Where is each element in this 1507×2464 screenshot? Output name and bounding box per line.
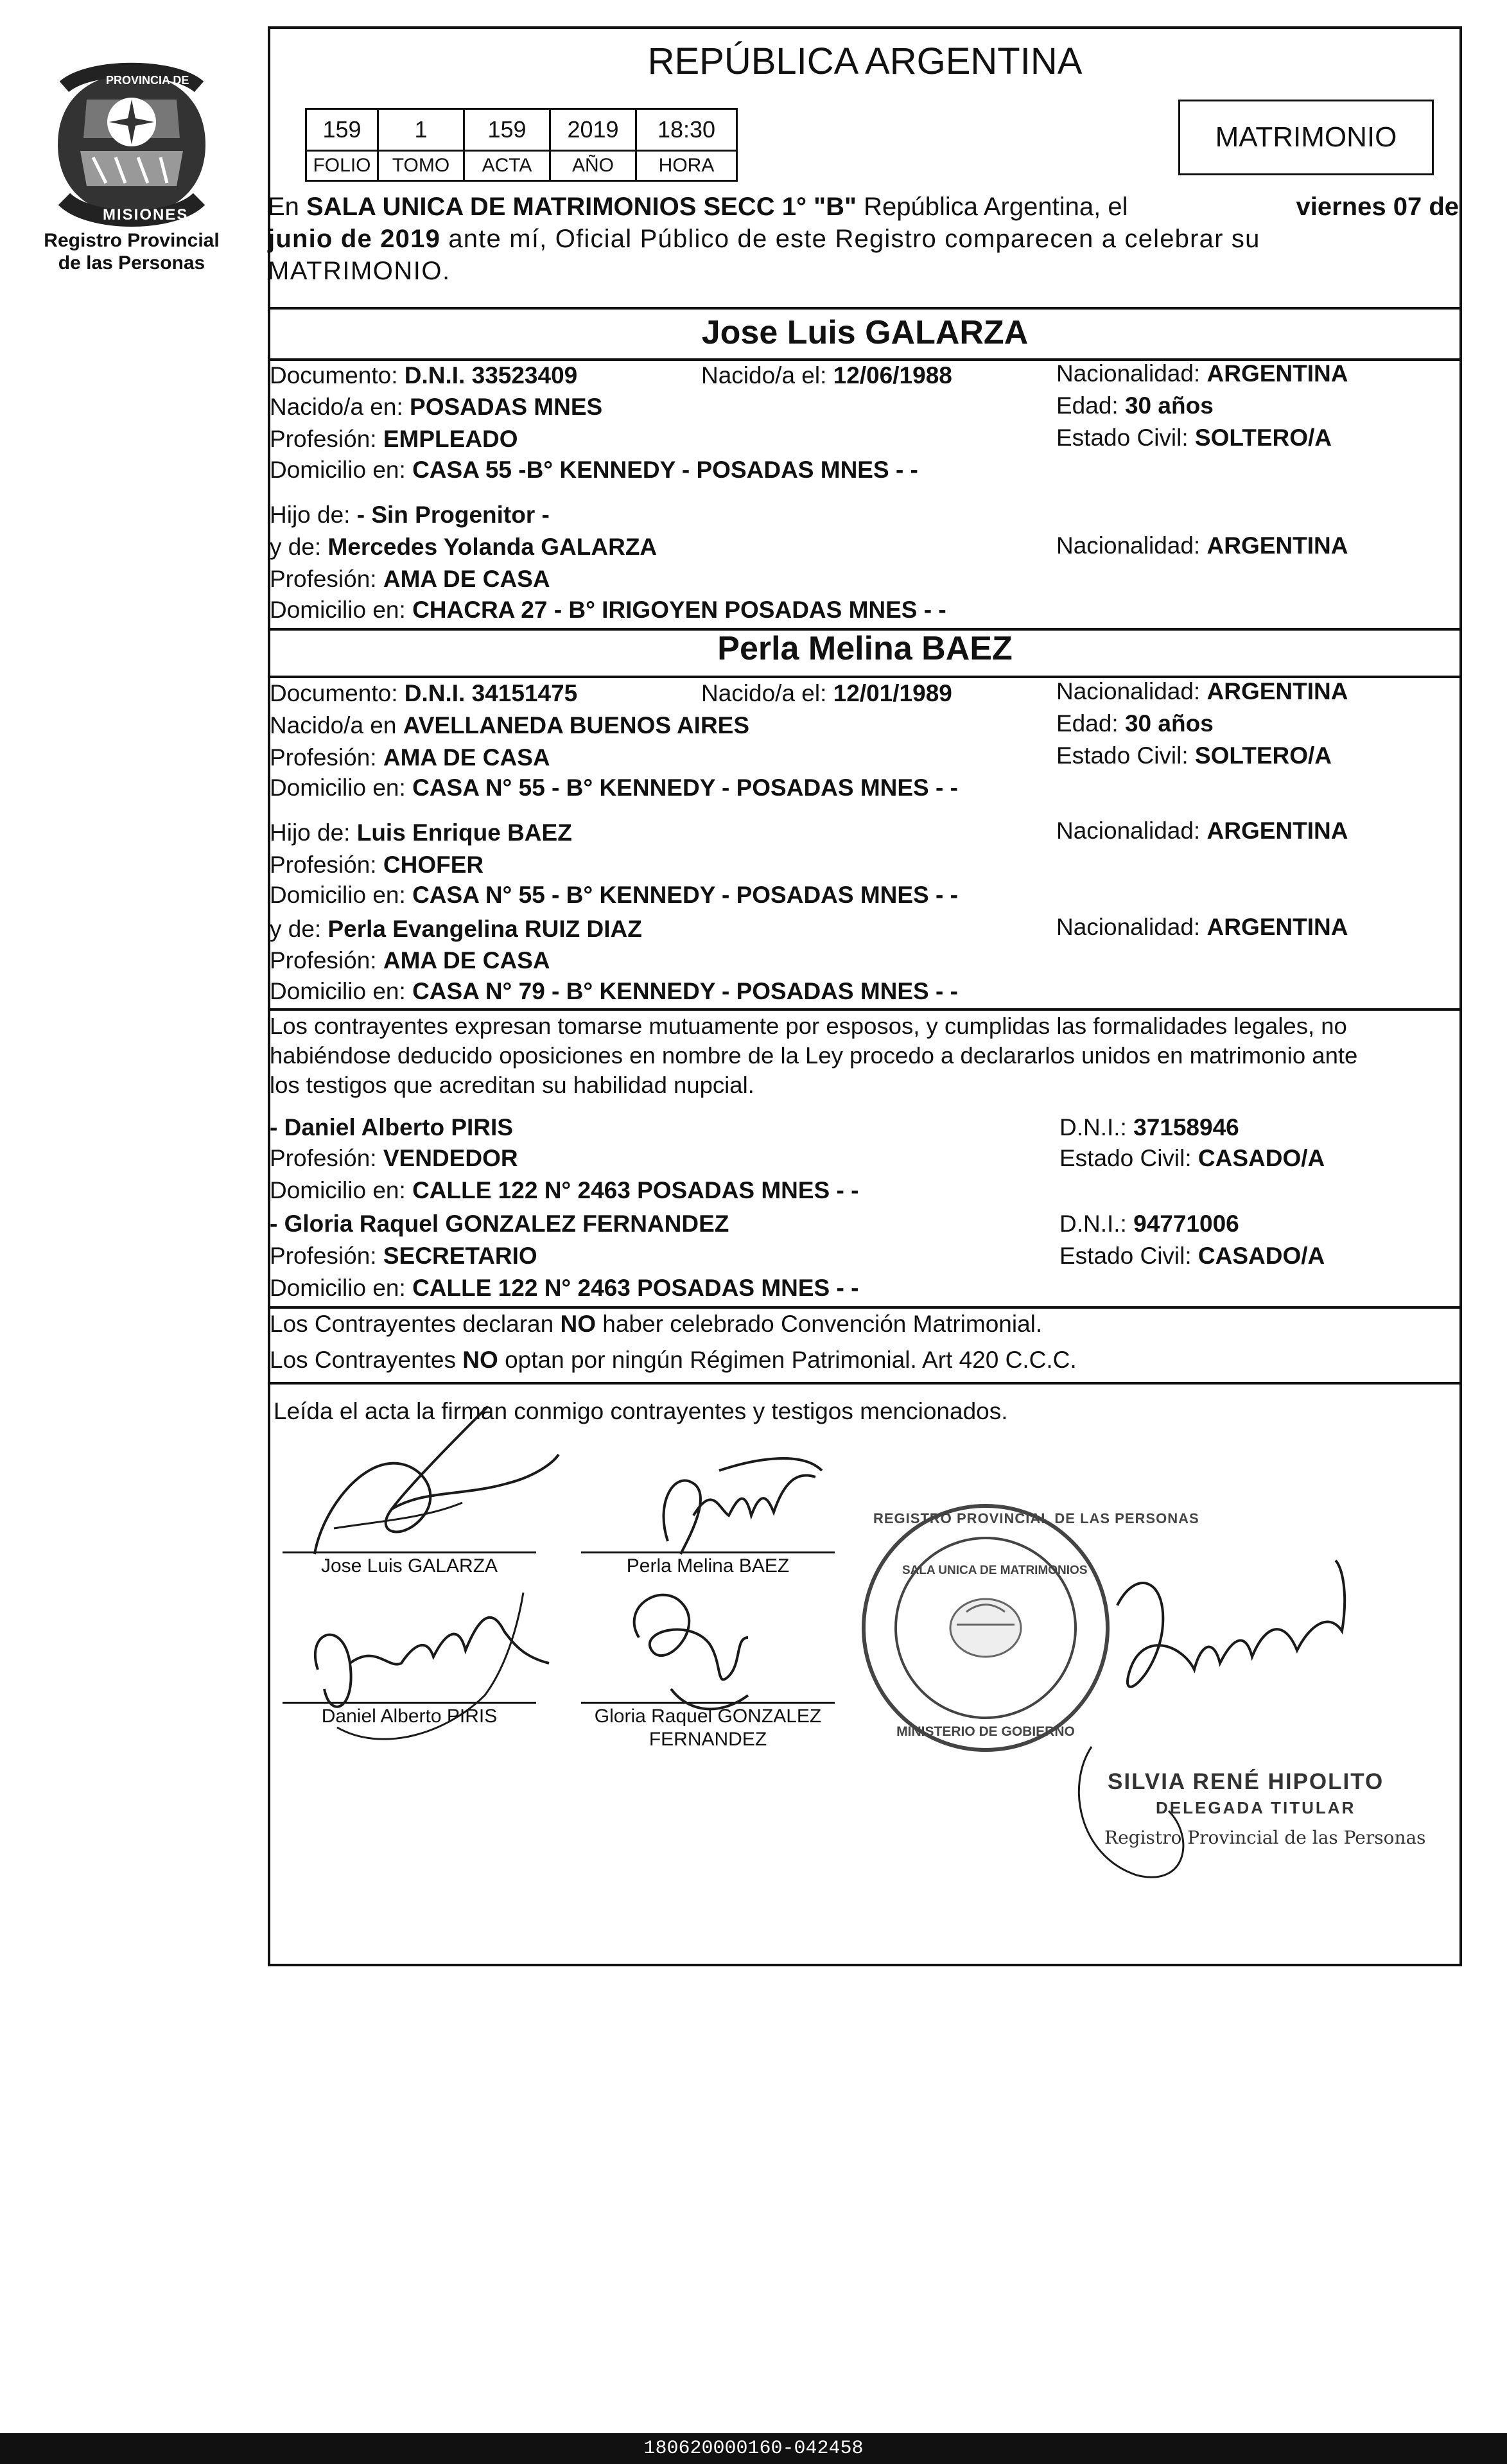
signature-label-witness2-line2: FERNANDEZ	[649, 1729, 767, 1750]
spouse1-parent2-address: Domicilio en: CHACRA 27 - B° IRIGOYEN POSADAS MNES - -	[270, 597, 946, 623]
record-label: FOLIO	[305, 150, 379, 182]
spouse1-age: Edad: 30 años	[1056, 392, 1214, 419]
regime-statement: Los Contrayentes NO optan por ningún Régimen Patrimonial. Art 420 C.C.C.	[270, 1347, 1077, 1373]
signature-label-spouse2: Perla Melina BAEZ	[626, 1555, 790, 1577]
spouse2-profession: Profesión: AMA DE CASA	[270, 744, 550, 771]
witness2-address: Domicilio en: CALLE 122 N° 2463 POSADAS MNES - -	[270, 1275, 859, 1301]
officer-role: DELEGADA TITULAR	[1156, 1798, 1356, 1817]
spouse2-father-profession: Profesión: CHOFER	[270, 852, 484, 878]
declaration-line: los testigos que acreditan su habilidad nupcial.	[270, 1072, 754, 1098]
spouse2-mother-nationality: Nacionalidad: ARGENTINA	[1056, 914, 1348, 940]
spouse1-profession: Profesión: EMPLEADO	[270, 426, 518, 452]
spouse1-nationality: Nacionalidad: ARGENTINA	[1056, 360, 1348, 387]
signature-label-spouse1: Jose Luis GALARZA	[320, 1555, 498, 1577]
signature-officer	[1040, 1554, 1387, 1914]
record-label: ACTA	[463, 150, 551, 182]
spouse2-mother-address: Domicilio en: CASA N° 79 - B° KENNEDY - POSADAS MNES - -	[270, 978, 958, 1004]
spouse1-parent1: Hijo de: - Sin Progenitor -	[270, 502, 550, 528]
spouse1-name: Jose Luis GALARZA	[701, 314, 1029, 351]
witness2-profession: Profesión: SECRETARIO	[270, 1243, 537, 1269]
stamp-bottom-text: MINISTERIO DE GOBIERNO	[896, 1724, 1075, 1739]
spouse2-mother: y de: Perla Evangelina RUIZ DIAZ	[270, 916, 642, 942]
spouse2-nationality: Nacionalidad: ARGENTINA	[1056, 678, 1348, 704]
seal-bottom-text: MISIONES	[103, 206, 189, 223]
stamp-inner-text: SALA UNICA DE MATRIMONIOS	[902, 1564, 1088, 1577]
witness1-profession: Profesión: VENDEDOR	[270, 1145, 518, 1171]
signature-label-witness1: Daniel Alberto PIRIS	[321, 1706, 498, 1727]
stamp-ring-text: REGISTRO PROVINCIAL DE LAS PERSONAS	[873, 1510, 1199, 1526]
spouse2-address: Domicilio en: CASA N° 55 - B° KENNEDY - POSADAS MNES - -	[270, 774, 958, 801]
signature-spouse2	[649, 1445, 835, 1567]
signature-witness2	[613, 1567, 767, 1734]
officer-name: SILVIA RENÉ HIPOLITO	[1108, 1769, 1384, 1794]
witness1-name: - Daniel Alberto PIRIS	[270, 1114, 513, 1140]
spouse1-birthdate: Nacido/a el: 12/06/1988	[701, 362, 952, 389]
witness1-address: Domicilio en: CALLE 122 N° 2463 POSADAS MNES - -	[270, 1177, 859, 1203]
divider	[268, 1382, 1462, 1385]
divider	[268, 1306, 1462, 1309]
spouse2-father-address: Domicilio en: CASA N° 55 - B° KENNEDY - POSADAS MNES - -	[270, 882, 958, 908]
act-type-box: MATRIMONIO	[1178, 100, 1434, 175]
spouse1-birthplace: Nacido/a en: POSADAS MNES	[270, 394, 603, 420]
spouse2-name: Perla Melina BAEZ	[717, 630, 1013, 667]
declaration-line: habiéndose deducido oposiciones en nombre de la Ley procedo a declararlos unidos en matrimonio ante	[270, 1042, 1358, 1069]
record-cell: 159	[305, 108, 379, 152]
signature-spouse1	[295, 1394, 565, 1573]
spouse2-father-nationality: Nacionalidad: ARGENTINA	[1056, 817, 1348, 844]
spouse2-birthplace: Nacido/a en AVELLANEDA BUENOS AIRES	[270, 712, 750, 738]
record-label: TOMO	[377, 150, 465, 182]
spouse1-address: Domicilio en: CASA 55 -B° KENNEDY - POSADAS MNES - -	[270, 457, 918, 483]
declaration-line: Los contrayentes expresan tomarse mutuamente por esposos, y cumplidas las formalidades legales, no	[270, 1013, 1347, 1039]
document-code: 180620000160-042458	[0, 2433, 1507, 2464]
seal-top-text: PROVINCIA DE	[106, 74, 189, 87]
witness1-dni: D.N.I.: 37158946	[1059, 1114, 1239, 1140]
divider	[268, 307, 1462, 310]
record-cell: 2019	[549, 108, 637, 152]
spouse1-civil-status: Estado Civil: SOLTERO/A	[1056, 424, 1332, 451]
spouse2-birthdate: Nacido/a el: 12/01/1989	[701, 680, 952, 706]
record-label: HORA	[635, 150, 738, 182]
logo-caption-1: Registro Provincial	[44, 230, 220, 251]
spouse1-parent2: y de: Mercedes Yolanda GALARZA	[270, 534, 658, 560]
spouse2-civil-status: Estado Civil: SOLTERO/A	[1056, 742, 1332, 769]
spouse1-parent2-profession: Profesión: AMA DE CASA	[270, 566, 550, 592]
convention-statement: Los Contrayentes declaran NO haber celebrado Convención Matrimonial.	[270, 1311, 1043, 1337]
spouse2-age: Edad: 30 años	[1056, 710, 1214, 737]
record-label: AÑO	[549, 150, 637, 182]
spouse1-document: Documento: D.N.I. 33523409	[270, 362, 578, 389]
officer-office: Registro Provincial de las Personas	[1104, 1827, 1426, 1848]
record-cell: 1	[377, 108, 465, 152]
spouse2-document: Documento: D.N.I. 34151475	[270, 680, 578, 706]
signature-label-witness2: Gloria Raquel GONZALEZ	[594, 1706, 822, 1727]
logo-caption-2: de las Personas	[58, 252, 205, 274]
spouse2-father: Hijo de: Luis Enrique BAEZ	[270, 819, 572, 846]
record-cell: 18:30	[635, 108, 738, 152]
logo	[32, 61, 231, 228]
spouse1-parent2-nationality: Nacionalidad: ARGENTINA	[1056, 532, 1348, 559]
spouse2-mother-profession: Profesión: AMA DE CASA	[270, 947, 550, 974]
witness2-civil-status: Estado Civil: CASADO/A	[1059, 1243, 1325, 1269]
divider	[268, 1008, 1462, 1011]
signature-witness1	[292, 1567, 575, 1760]
record-cell: 159	[463, 108, 551, 152]
witness2-dni: D.N.I.: 94771006	[1059, 1210, 1239, 1237]
witness1-civil-status: Estado Civil: CASADO/A	[1059, 1145, 1325, 1171]
intro-paragraph: En SALA UNICA DE MATRIMONIOS SECC 1° "B" República Argentina, el viernes 07 de junio de 2019 ante mí, Oficial Público de este Registro comparecen a celebrar su MATRIMONIO.	[268, 193, 1459, 285]
witness2-name: - Gloria Raquel GONZALEZ FERNANDEZ	[270, 1210, 729, 1237]
country-title: REPÚBLICA ARGENTINA	[647, 40, 1083, 82]
signatures-intro: Leída el acta la firman conmigo contrayentes y testigos mencionados.	[274, 1398, 1008, 1424]
